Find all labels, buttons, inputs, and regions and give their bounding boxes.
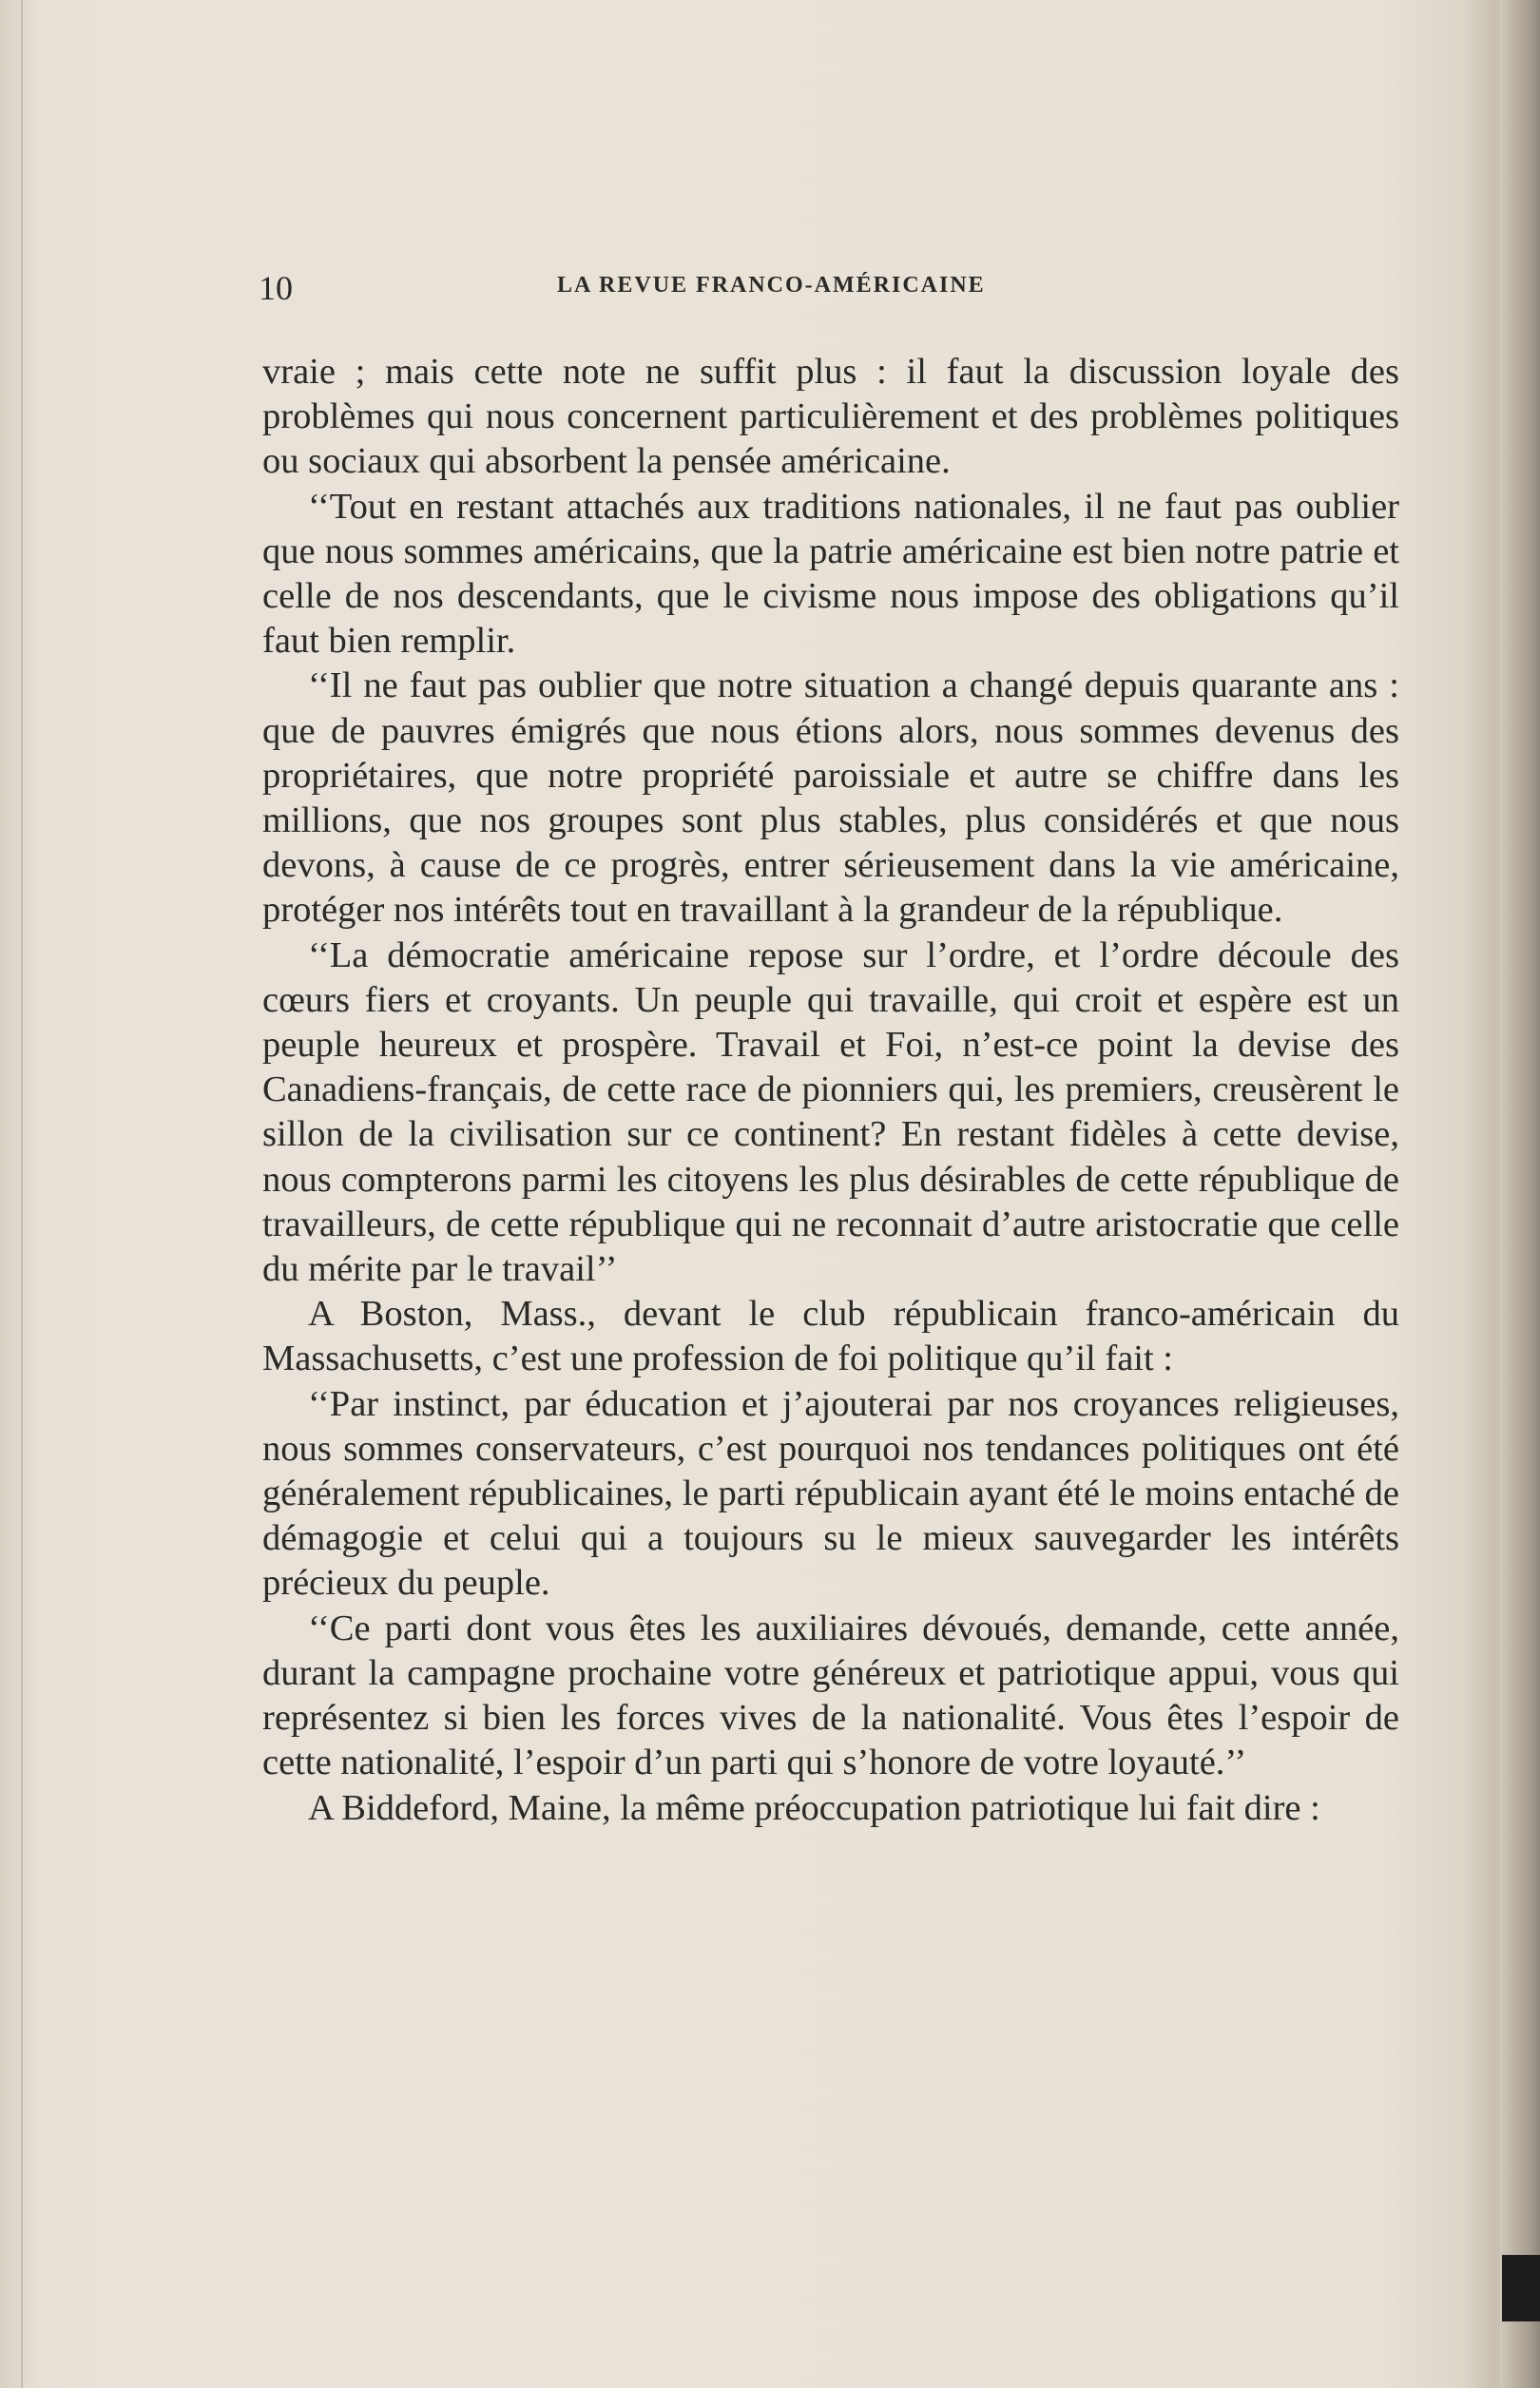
page-number: 10 (259, 269, 293, 307)
page-gutter-line (21, 0, 23, 2388)
paragraph: ‘‘Il ne faut pas oublier que notre situation a changé depuis quarante ans : que de pauvres émigrés que nous étions alors, nous sommes devenus des propriétaires, que notre propriété paroissiale et autre se chiffre dans les millions, que nos groupes sont plus stables, plus considérés et que nous devons, à cause de ce progrès, entrer sérieusement dans la vie américaine, protéger nos intérêts tout en travaillant à la grandeur de la république. (262, 665, 1399, 931)
paragraph: ‘‘Par instinct, par éducation et j’ajouterai par nos croyances religieuses, nous sommes conservateurs, c’est pourquoi nos tendances politiques ont été généralement républicaines, le parti républicain ayant été le moins entaché de démagogie et celui qui a toujours su le mieux sauvegarder les intérêts précieux du peuple. (262, 1383, 1399, 1604)
page-edge-mark (1502, 2255, 1540, 2321)
paragraph: ‘‘La démocratie américaine repose sur l’ordre, et l’ordre découle des cœurs fiers et croyants. Un peuple qui travaille, qui croit et espère est un peuple heureux et prospère. Travail et Foi, n’est-ce point la devise des Canadiens-français, de cette race de pionniers qui, les premiers, creusèrent le sillon de la civilisation sur ce continent? En restant fidèles à cette devise, nous compterons parmi les citoyens les plus désirables de cette république de travailleurs, de cette république qui ne reconnait d’autre aristocratie que celle du mérite par le travail’’ (262, 934, 1399, 1290)
page-edge-shadow (1500, 0, 1540, 2388)
paragraph: ‘‘Ce parti dont vous êtes les auxiliaires dévoués, demande, cette année, durant la campagne prochaine votre généreux et patriotique appui, vous qui représentez si bien les forces vives de la nationalité. Vous êtes l’espoir de cette nationalité, l’espoir d’un parti qui s’honore de votre loyauté.’’ (262, 1608, 1399, 1783)
paragraph: A Biddeford, Maine, la même préoccupation patriotique lui fait dire : (308, 1787, 1320, 1828)
page-header (259, 268, 1399, 316)
running-head: LA REVUE FRANCO-AMÉRICAINE (557, 273, 986, 298)
paragraph: vraie ; mais cette note ne suffit plus : il faut la discussion loyale des problèmes qui nous concernent particulièrement et des problèmes politiques ou sociaux qui absorbent la pensée américaine. (262, 352, 1399, 482)
body-text (262, 350, 1399, 1831)
paragraph: ‘‘Tout en restant attachés aux traditions nationales, il ne faut pas oublier que nous sommes américains, que la patrie américaine est bien notre patrie et celle de nos descendants, que le civisme nous impose des obligations qu’il faut bien remplir. (262, 486, 1399, 662)
paragraph: A Boston, Mass., devant le club républicain franco-américain du Massachusetts, c’est une profession de foi politique qu’il fait : (262, 1294, 1399, 1379)
